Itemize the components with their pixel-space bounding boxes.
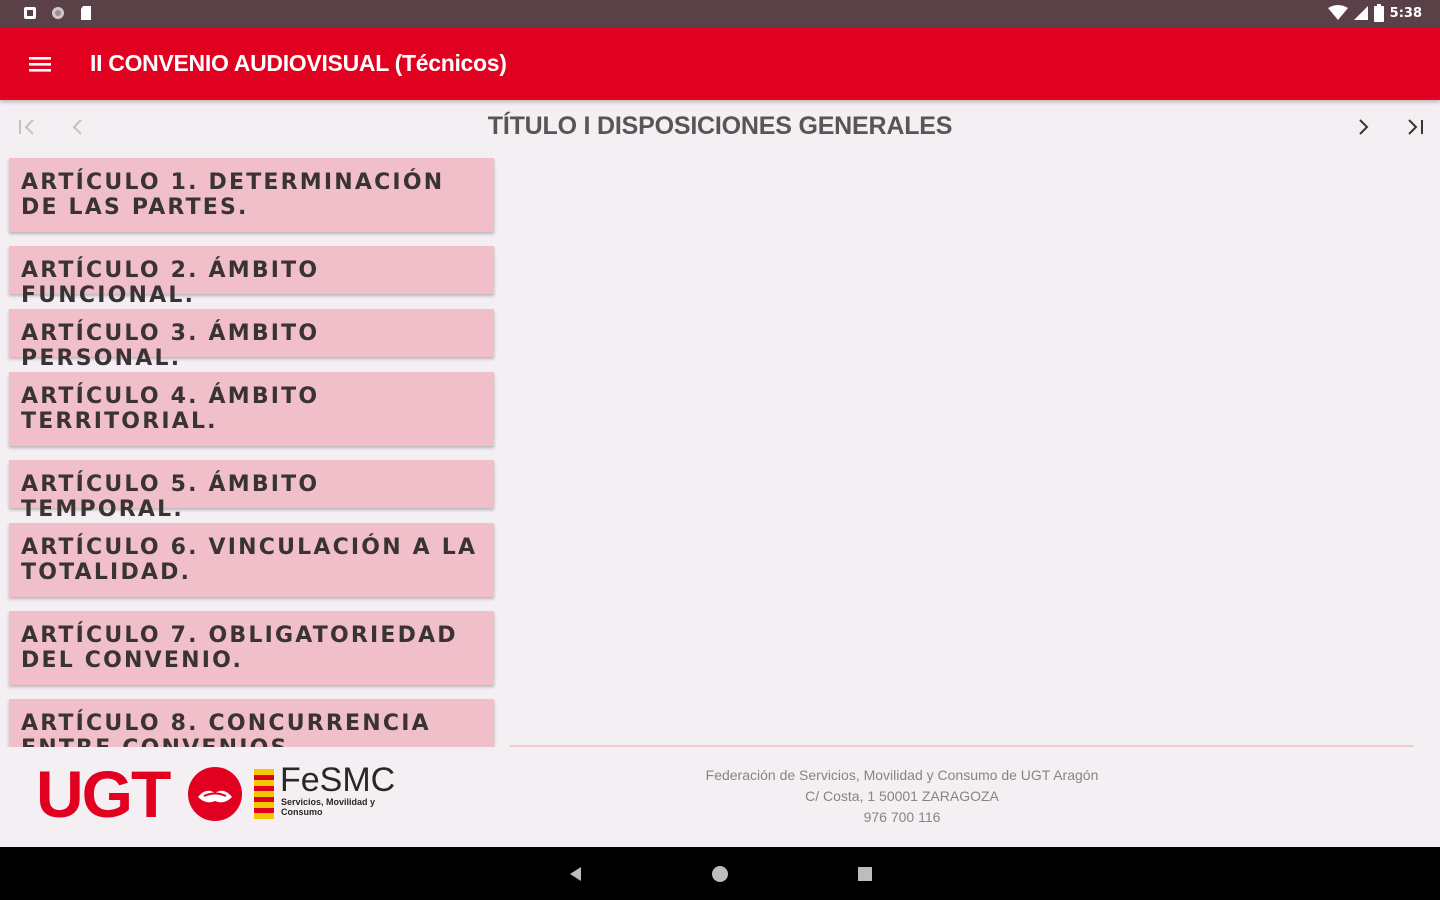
article-label: ARTÍCULO 6. VINCULACIÓN A LA TOTALIDAD. xyxy=(21,535,478,585)
fesmc-subtitle: Servicios, Movilidad y Consumo xyxy=(281,797,376,817)
sd-card-icon xyxy=(78,5,94,21)
chevron-right-icon xyxy=(1353,117,1373,137)
article-label: ARTÍCULO 3. ÁMBITO PERSONAL. xyxy=(21,321,320,371)
first-page-icon xyxy=(16,117,38,137)
back-button[interactable] xyxy=(563,861,589,887)
recents-button[interactable] xyxy=(852,861,878,887)
section-title: TÍTULO I DISPOSICIONES GENERALES xyxy=(487,112,953,140)
last-page-icon xyxy=(1404,117,1426,137)
circle-icon xyxy=(50,5,66,21)
chevron-left-icon xyxy=(68,117,88,137)
article-item-4[interactable] xyxy=(9,372,494,446)
last-page-button[interactable] xyxy=(1400,112,1430,142)
hamburger-menu-icon xyxy=(29,55,51,73)
first-page-button[interactable] xyxy=(12,112,42,142)
ugt-logo: UGT xyxy=(36,757,170,831)
footer-line-3: 976 700 116 xyxy=(863,809,941,825)
system-navigation-bar xyxy=(0,847,1440,900)
article-list xyxy=(0,152,510,745)
app-bar xyxy=(0,28,1440,100)
article-label: ARTÍCULO 2. ÁMBITO FUNCIONAL. xyxy=(21,258,320,308)
notification-icon xyxy=(22,5,38,21)
footer-address xyxy=(600,765,1204,828)
next-button[interactable] xyxy=(1348,112,1378,142)
menu-button[interactable] xyxy=(22,48,58,80)
article-item-5[interactable] xyxy=(9,460,494,522)
article-label: ARTÍCULO 1. DETERMINACIÓN DE LAS PARTES. xyxy=(21,170,445,220)
battery-icon xyxy=(1374,4,1384,22)
recents-square-icon xyxy=(857,866,873,882)
article-item-7[interactable] xyxy=(9,611,494,685)
article-label: ARTÍCULO 4. ÁMBITO TERRITORIAL. xyxy=(21,384,320,434)
status-left-icons xyxy=(22,5,94,21)
wifi-icon xyxy=(1328,5,1348,21)
footer xyxy=(0,747,1440,847)
ugt-emblem-icon xyxy=(186,765,244,823)
status-time: 5:38 xyxy=(1389,5,1422,21)
footer-line-1: Federación de Servicios, Movilidad y Consumo de UGT Aragón xyxy=(705,767,1099,783)
back-triangle-icon xyxy=(568,866,584,882)
article-item-1[interactable] xyxy=(9,158,494,232)
aragon-flag-icon xyxy=(254,769,274,819)
signal-icon xyxy=(1354,5,1368,21)
status-right-icons xyxy=(1328,4,1422,22)
status-bar xyxy=(0,0,1440,28)
footer-line-2: C/ Costa, 1 50001 ZARAGOZA xyxy=(805,788,999,804)
article-label: ARTÍCULO 7. OBLIGATORIEDAD DEL CONVENIO. xyxy=(21,623,458,673)
article-item-3[interactable] xyxy=(9,309,494,371)
section-navigation xyxy=(0,100,1440,152)
article-label: ARTÍCULO 8. CONCURRENCIA xyxy=(21,711,431,736)
article-item-2[interactable] xyxy=(9,246,494,308)
app-title: II CONVENIO AUDIOVISUAL (Técnicos) xyxy=(90,50,507,76)
fesmc-logo: FeSMC xyxy=(280,761,396,799)
previous-button[interactable] xyxy=(63,112,93,142)
home-button[interactable] xyxy=(707,861,733,887)
article-label: ARTÍCULO 5. ÁMBITO TEMPORAL. xyxy=(21,472,320,522)
article-item-6[interactable] xyxy=(9,523,494,597)
home-circle-icon xyxy=(711,865,729,883)
